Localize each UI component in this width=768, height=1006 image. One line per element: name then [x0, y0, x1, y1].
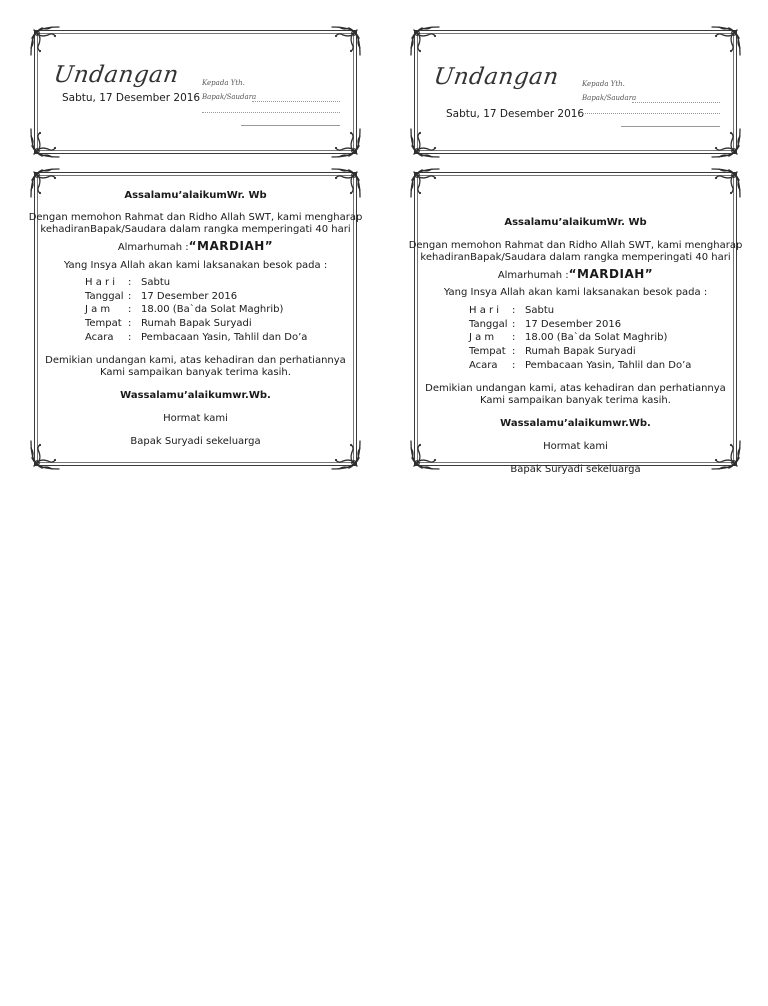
- invitation-card-left: [28, 166, 363, 472]
- closing-line-2: Kami sampaikan banyak terima kasih.: [480, 395, 671, 406]
- detail-colon: :: [128, 290, 132, 302]
- sender: Bapak Suryadi sekeluarga: [130, 436, 261, 447]
- detail-value: Sabtu: [525, 305, 555, 316]
- corner-ornament-icon: [709, 166, 743, 200]
- detail-row-place: [85, 317, 307, 331]
- detail-label: Tanggal: [469, 318, 508, 330]
- intro-line-1: Dengan memohon Rahmat dan Ridho Allah SWT, kami mengharap: [28, 212, 363, 223]
- detail-label: J a m: [469, 332, 495, 344]
- detail-value: Pembacaan Yasin, Tahlil dan Do’a: [141, 331, 308, 343]
- corner-ornament-icon: [408, 126, 442, 160]
- corner-ornament-icon: [408, 166, 442, 200]
- corner-ornament-icon: [28, 24, 62, 58]
- detail-value: 17 Desember 2016: [525, 318, 622, 330]
- announcement: Yang Insya Allah akan kami laksanakan besok pada :: [443, 287, 708, 298]
- address-line: [582, 113, 720, 114]
- detail-row-event: [469, 359, 691, 373]
- event-details: [469, 304, 691, 373]
- event-details: [85, 276, 307, 345]
- deceased-name: “MARDIAH”: [188, 239, 274, 253]
- detail-label: Tanggal: [85, 290, 124, 302]
- recipient-label: Bapak/Saudara: [202, 93, 257, 101]
- detail-row-day: [85, 276, 307, 290]
- recipient-line: [632, 102, 720, 103]
- envelope-card-left: [28, 24, 363, 160]
- signature-rule: [621, 126, 720, 127]
- announcement: Yang Insya Allah akan kami laksanakan besok pada :: [63, 260, 328, 271]
- detail-label: Tempat: [85, 318, 122, 330]
- sender: Bapak Suryadi sekeluarga: [510, 464, 641, 475]
- regards: Hormat kami: [543, 441, 608, 452]
- envelope-card-right: [408, 24, 743, 160]
- detail-value: 17 Desember 2016: [141, 290, 238, 302]
- detail-label: Acara: [85, 331, 114, 343]
- regards: Hormat kami: [163, 413, 228, 424]
- detail-label: Acara: [469, 359, 498, 371]
- detail-label: J a m: [85, 304, 111, 316]
- corner-ornament-icon: [709, 24, 743, 58]
- detail-colon: :: [128, 318, 132, 330]
- detail-colon: :: [512, 305, 516, 316]
- event-date: Sabtu, 17 Desember 2016: [62, 92, 201, 104]
- detail-label: Tempat: [469, 346, 506, 358]
- corner-ornament-icon: [329, 24, 363, 58]
- deceased-line: [408, 268, 743, 282]
- detail-value: Rumah Bapak Suryadi: [525, 346, 636, 358]
- corner-ornament-icon: [408, 24, 442, 58]
- closing-line-1: Demikian undangan kami, atas kehadiran dan perhatiannya: [45, 355, 346, 366]
- detail-colon: :: [128, 331, 132, 343]
- invitation-title: Undangan: [432, 64, 561, 90]
- recipient-line: [252, 101, 340, 102]
- deceased-line: [28, 240, 363, 254]
- recipient-label: Bapak/Saudara: [582, 94, 637, 102]
- detail-colon: :: [512, 346, 516, 358]
- detail-colon: :: [512, 359, 516, 371]
- deceased-name: “MARDIAH”: [568, 267, 654, 281]
- detail-colon: :: [512, 332, 516, 344]
- detail-row-time: [85, 303, 307, 317]
- farewell: Wassalamu’alaikumwr.Wb.: [120, 390, 271, 401]
- detail-colon: :: [128, 277, 132, 288]
- deceased-label: Almarhumah :: [117, 242, 189, 253]
- greeting: Assalamu’alaikumWr. Wb: [504, 217, 647, 228]
- detail-row-date: [469, 318, 691, 332]
- detail-value: 18.00 (Ba`da Solat Maghrib): [525, 332, 668, 344]
- detail-row-place: [469, 345, 691, 359]
- signature-rule: [241, 125, 340, 126]
- event-date: Sabtu, 17 Desember 2016: [446, 108, 585, 120]
- detail-row-time: [469, 331, 691, 345]
- detail-value: Sabtu: [141, 277, 171, 288]
- intro-line-2: kehadiranBapak/Saudara dalam rangka memperingati 40 hari: [420, 252, 731, 263]
- invitation-card-right: [408, 166, 743, 475]
- address-line: [202, 112, 340, 113]
- detail-value: Rumah Bapak Suryadi: [141, 318, 252, 330]
- deceased-label: Almarhumah :: [497, 270, 569, 281]
- closing-line-1: Demikian undangan kami, atas kehadiran dan perhatiannya: [425, 383, 726, 394]
- corner-ornament-icon: [329, 126, 363, 160]
- detail-colon: :: [512, 318, 516, 330]
- detail-row-day: [469, 304, 691, 318]
- corner-ornament-icon: [709, 126, 743, 160]
- detail-value: Pembacaan Yasin, Tahlil dan Do’a: [525, 359, 692, 371]
- kepada-label: Kepada Yth.: [202, 79, 245, 87]
- card-inner-border: [417, 33, 734, 151]
- detail-value: 18.00 (Ba`da Solat Maghrib): [141, 304, 284, 316]
- detail-row-event: [85, 331, 307, 345]
- farewell: Wassalamu’alaikumwr.Wb.: [500, 418, 651, 429]
- intro-line-1: Dengan memohon Rahmat dan Ridho Allah SWT, kami mengharap: [408, 240, 743, 251]
- detail-colon: :: [128, 304, 132, 316]
- intro-line-2: kehadiranBapak/Saudara dalam rangka memperingati 40 hari: [40, 224, 351, 235]
- greeting: Assalamu’alaikumWr. Wb: [124, 190, 267, 201]
- invitation-title: Undangan: [52, 62, 181, 88]
- closing-line-2: Kami sampaikan banyak terima kasih.: [100, 367, 291, 378]
- detail-label: H a r i: [85, 277, 116, 288]
- detail-row-date: [85, 290, 307, 304]
- detail-label: H a r i: [469, 305, 500, 316]
- kepada-label: Kepada Yth.: [582, 80, 625, 88]
- corner-ornament-icon: [28, 126, 62, 160]
